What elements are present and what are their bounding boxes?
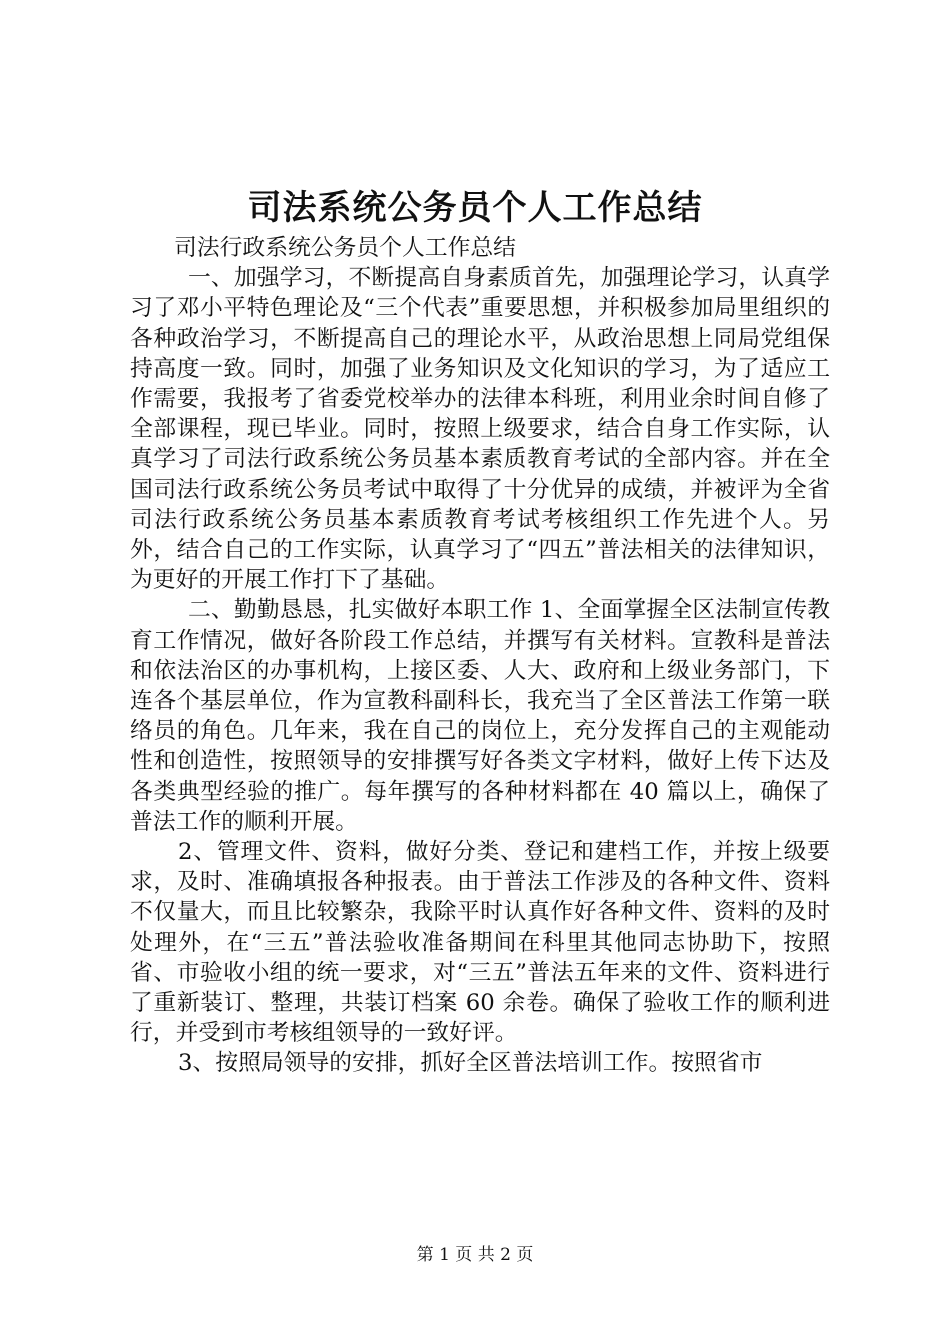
document-body	[130, 233, 830, 1079]
paragraph-2: 二、勤勤恳恳，扎实做好本职工作 1、全面掌握全区法制宣传教育工作情况，做好各阶段工作总结，并撰写有关材料。宣教科是普法和依法治区的办事机构，上接区委、人大、政府和上级业务部门，下连各个基层单位，作为宣教科副科长，我充当了全区普法工作第一联络员的角色。几年来，我在自己的岗位上，充分发挥自己的主观能动性和创造性，按照领导的安排撰写好各类文字材料，做好上传下达及各类典型经验的推广。每年撰写的各种材料都在 40 篇以上，确保了普法工作的顺利开展。	[130, 597, 830, 835]
paragraph-3: 2、管理文件、资料，做好分类、登记和建档工作，并按上级要求，及时、准确填报各种报表。由于普法工作涉及的各种文件、资料不仅量大，而且比较繁杂，我除平时认真作好各种文件、资料的及时处理外，在“三五”普法验收准备期间在科里其他同志协助下，按照省、市验收小组的统一要求，对“三五”普法五年来的文件、资料进行了重新装订、整理，共装订档案 60 余卷。确保了验收工作的顺利进行，并受到市考核组领导的一致好评。	[130, 839, 830, 1047]
document-title: 司法系统公务员个人工作总结	[247, 188, 703, 228]
document-subtitle: 司法行政系统公务员个人工作总结	[174, 235, 516, 261]
paragraph-4: 3、按照局领导的安排，抓好全区普法培训工作。按照省市	[178, 1050, 763, 1077]
paragraph-1: 一、加强学习，不断提高自身素质首先，加强理论学习，认真学习了邓小平特色理论及“三个代表”重要思想，并积极参加局里组织的各种政治学习，不断提高自己的理论水平，从政治思想上同局党组保持高度一致。同时，加强了业务知识及文化知识的学习，为了适应工作需要，我报考了省委党校举办的法律本科班，利用业余时间自修了全部课程，现已毕业。同时，按照上级要求，结合自身工作实际，认真学习了司法行政系统公务员基本素质教育考试的全部内容。并在全国司法行政系统公务员考试中取得了十分优异的成绩，并被评为全省司法行政系统公务员基本素质教育考试考核组织工作先进个人。另外，结合自己的工作实际，认真学习了“四五”普法相关的法律知识，为更好的开展工作打下了基础。	[130, 265, 830, 594]
page-footer: 第 1 页 共 2 页	[416, 1245, 534, 1265]
